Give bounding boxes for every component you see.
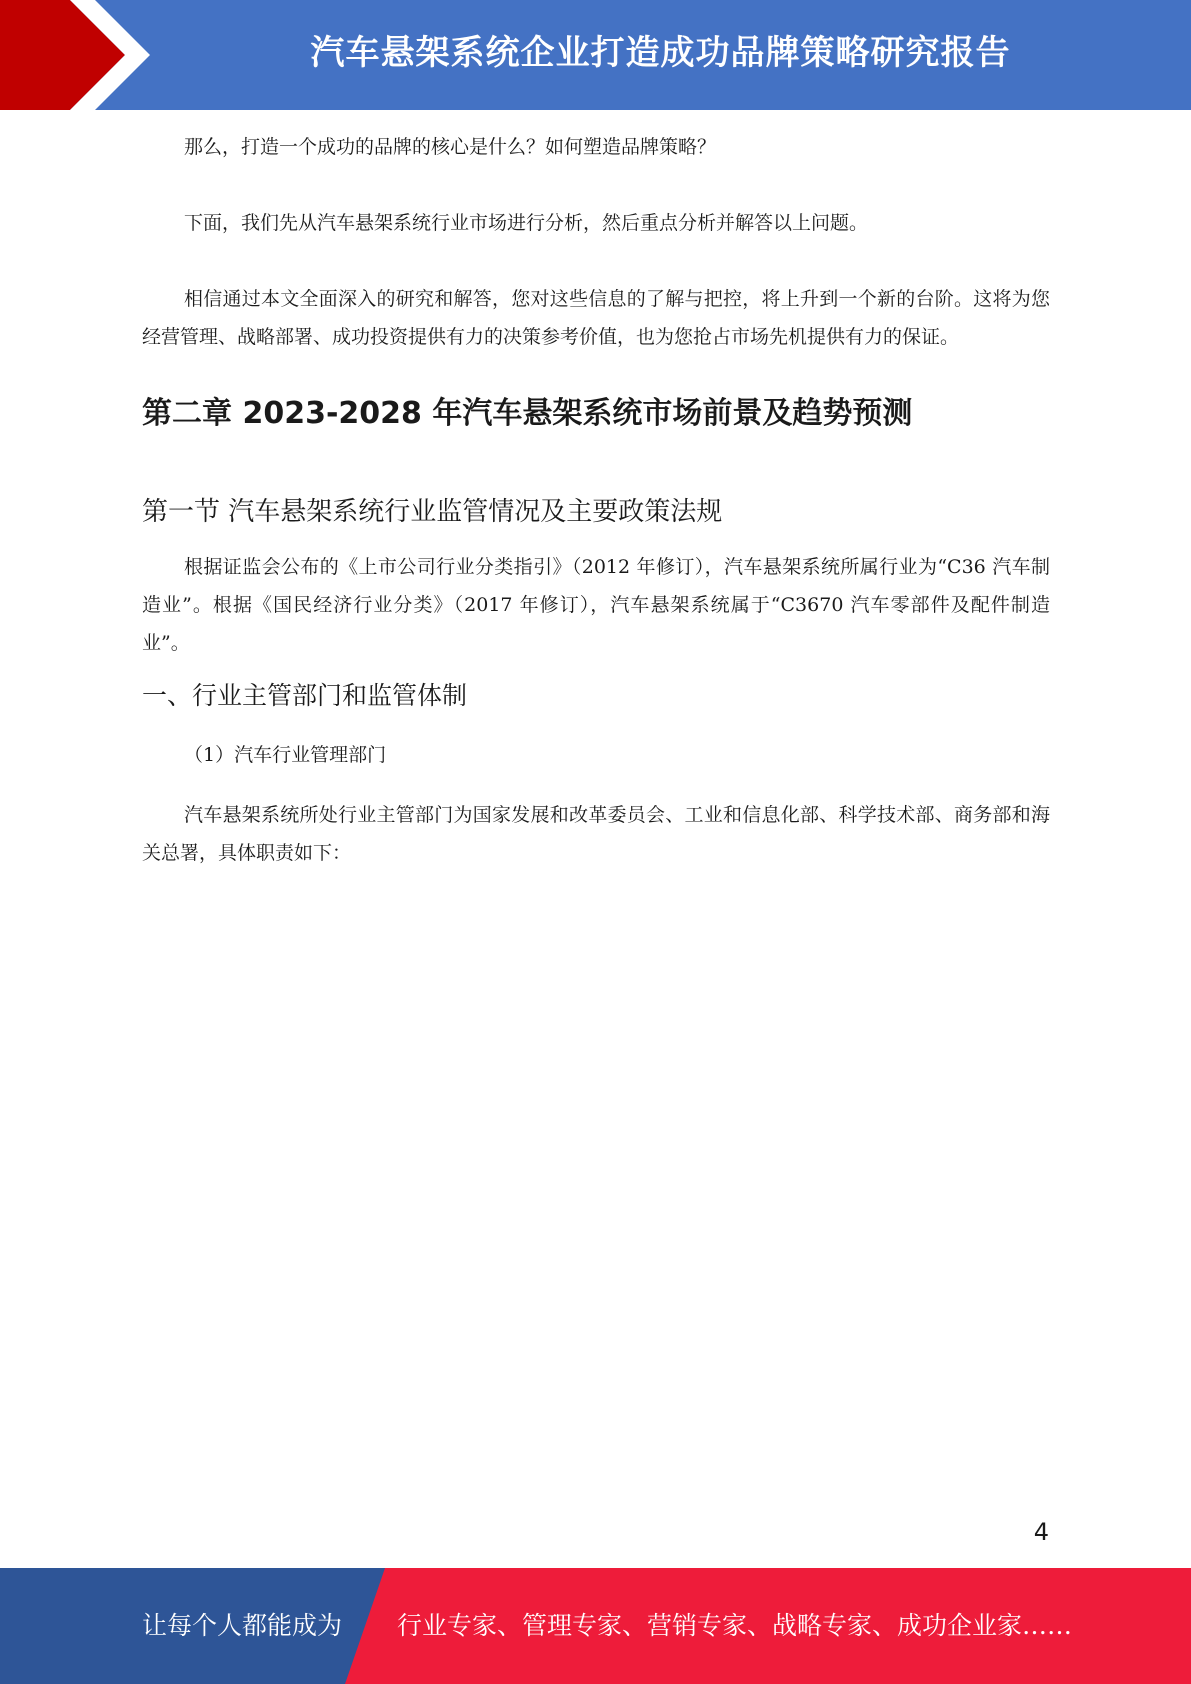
- subsection-heading: 一、行业主管部门和监管体制: [142, 681, 468, 710]
- page-footer: [0, 1568, 1191, 1684]
- page-header: [0, 0, 1191, 110]
- paragraph-intro: 下面，我们先从汽车悬架系统行业市场进行分析，然后重点分析并解答以上问题。: [184, 212, 869, 234]
- section-heading: 第一节 汽车悬架系统行业监管情况及主要政策法规: [142, 497, 723, 527]
- item-heading: （1）汽车行业管理部门: [184, 744, 387, 766]
- paragraph-value: 相信通过本文全面深入的研究和解答，您对这些信息的了解与把控，将上升到一个新的台阶。这将为您经营管理、战略部署、成功投资提供有力的决策参考价值，也为您抢占市场先机提供有力的保证。: [142, 288, 1050, 348]
- report-title: 汽车悬架系统企业打造成功品牌策略研究报告: [310, 33, 1011, 73]
- page-number: 4: [1033, 1518, 1049, 1546]
- footer-slogan-right: 行业专家、管理专家、营销专家、战略专家、成功企业家……: [397, 1611, 1073, 1640]
- paragraph-classification: 根据证监会公布的《上市公司行业分类指引》（2012 年修订），汽车悬架系统所属行业为“C36 汽车制造业”。根据《国民经济行业分类》（2017 年修订），汽车悬架系统属于“C3670 汽车零部件及配件制造业”。: [142, 556, 1050, 654]
- paragraph-authorities: 汽车悬架系统所处行业主管部门为国家发展和改革委员会、工业和信息化部、科学技术部、商务部和海关总署，具体职责如下：: [142, 804, 1050, 864]
- paragraph-question: 那么，打造一个成功的品牌的核心是什么？如何塑造品牌策略？: [184, 136, 717, 158]
- footer-slogan-left: 让每个人都能成为: [142, 1611, 343, 1640]
- page-content: [142, 128, 1050, 872]
- chapter-heading: 第二章 2023-2028 年汽车悬架系统市场前景及趋势预测: [142, 396, 913, 431]
